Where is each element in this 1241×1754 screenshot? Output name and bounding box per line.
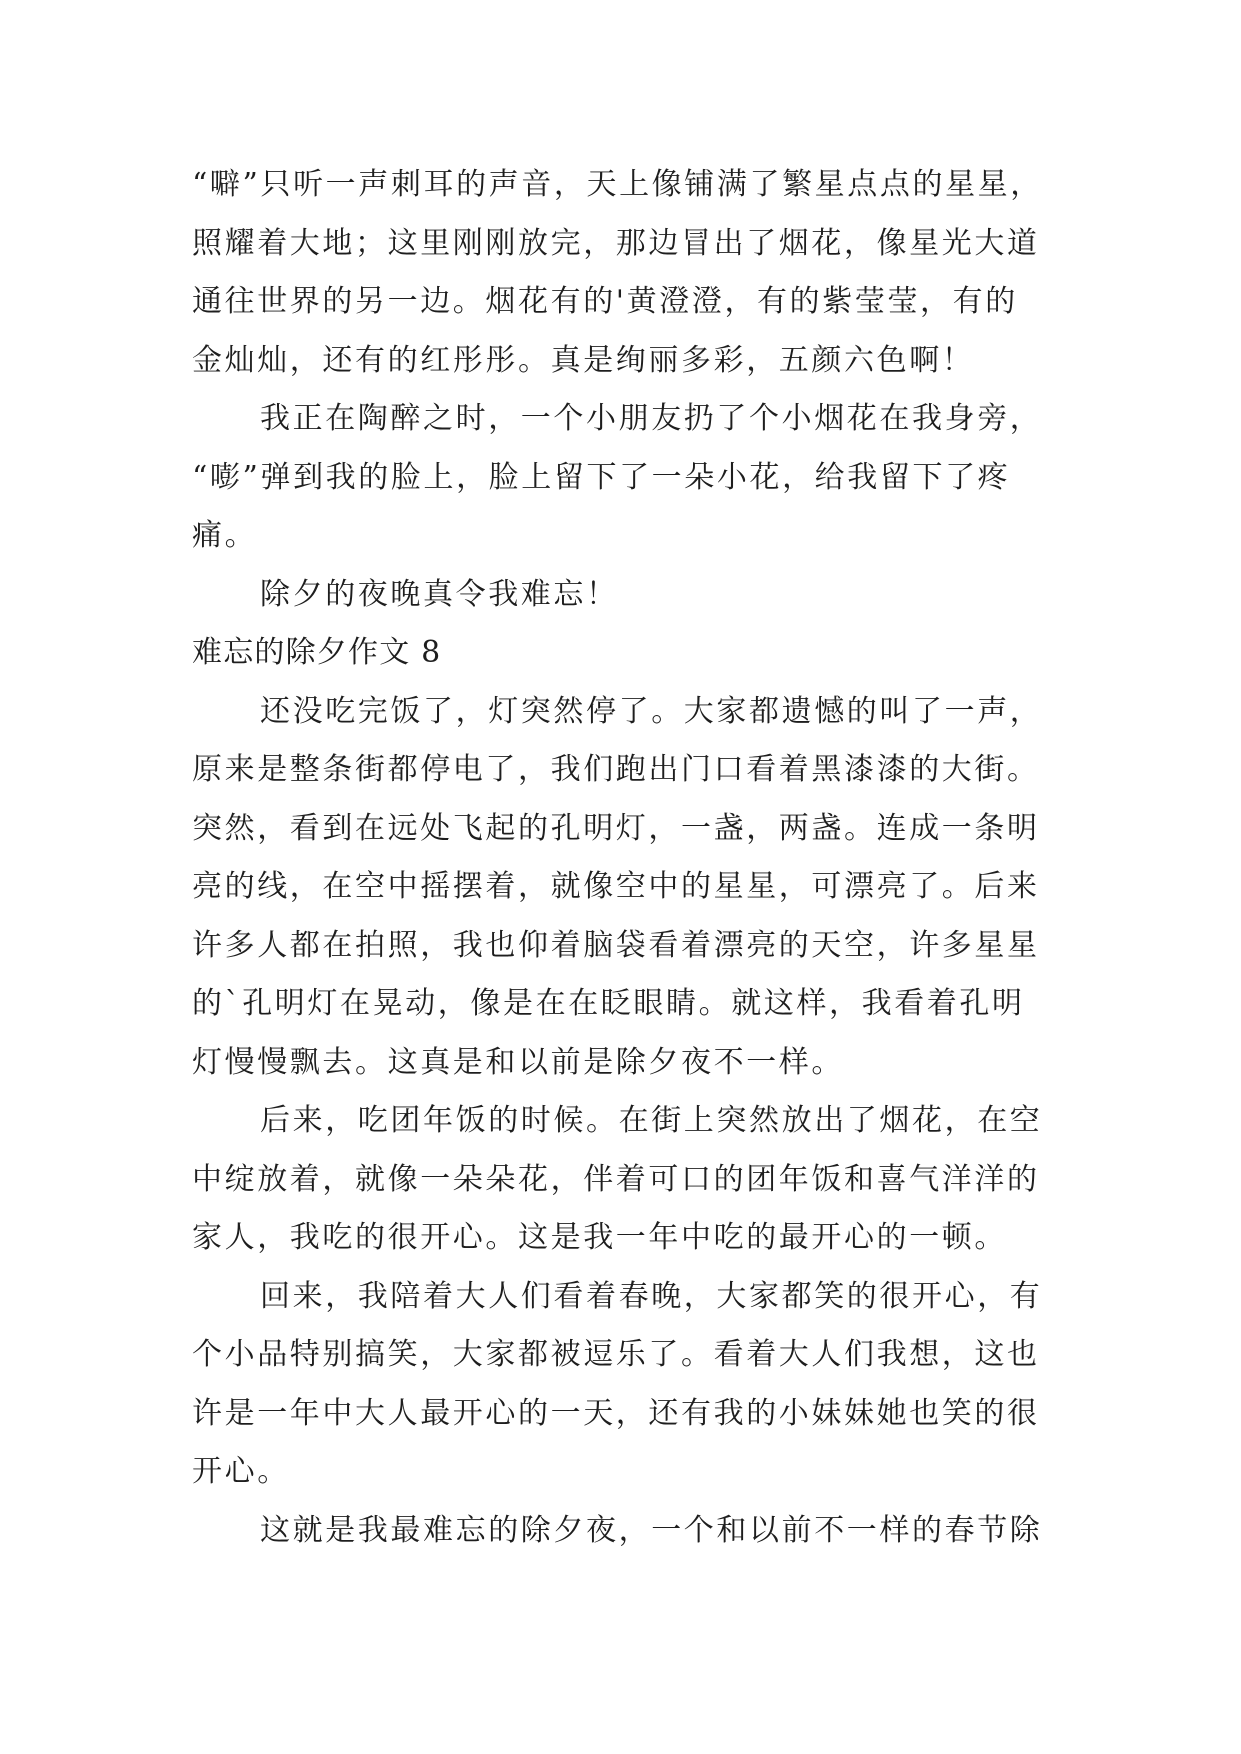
document-body bbox=[192, 156, 1072, 1560]
paragraph-line: 亮的线，在空中摇摆着，就像空中的星星，可漂亮了。后来 bbox=[192, 869, 1040, 904]
paragraph-line: 灯慢慢飘去。这真是和以前是除夕夜不一样。 bbox=[192, 1044, 844, 1080]
paragraph-line: 后来，吃团年饭的时候。在街上突然放出了烟花，在空 bbox=[260, 1103, 1043, 1138]
paragraph-line: 的`孔明灯在晃动，像是在在眨眼睛。就这样，我看着孔明 bbox=[192, 986, 1025, 1021]
paragraph-line: 许多人都在拍照，我也仰着脑袋看着漂亮的天空，许多星星 bbox=[192, 927, 1040, 963]
paragraph-line: 许是一年中大人最开心的一天，还有我的小妹妹她也笑的很 bbox=[192, 1395, 1040, 1431]
section-title: 难忘的除夕作文 8 bbox=[192, 635, 442, 670]
paragraph-line: 我正在陶醉之时，一个小朋友扔了个小烟花在我身旁， bbox=[260, 401, 1043, 436]
paragraph-line: 突然，看到在远处飞起的孔明灯，一盏，两盏。连成一条明 bbox=[192, 810, 1040, 846]
paragraph-line: 除夕的夜晚真令我难忘！ bbox=[260, 576, 619, 612]
paragraph-line: 开心。 bbox=[192, 1454, 290, 1489]
paragraph-line: 回来，我陪着大人们看着春晚，大家都笑的很开心，有 bbox=[260, 1278, 1043, 1314]
paragraph-line: 中绽放着，就像一朵朵花，伴着可口的团年饭和喜气洋洋的 bbox=[192, 1161, 1040, 1197]
paragraph-line: 金灿灿，还有的红彤彤。真是绚丽多彩，五颜六色啊！ bbox=[192, 342, 975, 378]
paragraph-line: 还没吃完饭了，灯突然停了。大家都遗憾的叫了一声， bbox=[260, 693, 1043, 729]
paragraph-line: 这就是我最难忘的除夕夜，一个和以前不一样的春节除 bbox=[260, 1512, 1043, 1548]
paragraph-line: “嘭”弹到我的脸上，脸上留下了一朵小花，给我留下了疼 bbox=[192, 459, 1011, 495]
paragraph-line: 通往世界的另一边。烟花有的'黄澄澄，有的紫莹莹，有的 bbox=[192, 284, 1018, 319]
paragraph-line: 家人，我吃的很开心。这是我一年中吃的最开心的一顿。 bbox=[192, 1220, 1007, 1255]
paragraph-line: “噼”只听一声刺耳的声音，天上像铺满了繁星点点的星星， bbox=[192, 167, 1043, 202]
paragraph-line: 照耀着大地；这里刚刚放完，那边冒出了烟花，像星光大道 bbox=[192, 225, 1040, 261]
paragraph-line: 原来是整条街都停电了，我们跑出门口看着黑漆漆的大街。 bbox=[192, 752, 1040, 787]
paragraph-line: 痛。 bbox=[192, 518, 258, 553]
paragraph-line: 个小品特别搞笑，大家都被逗乐了。看着大人们我想，这也 bbox=[192, 1337, 1040, 1372]
